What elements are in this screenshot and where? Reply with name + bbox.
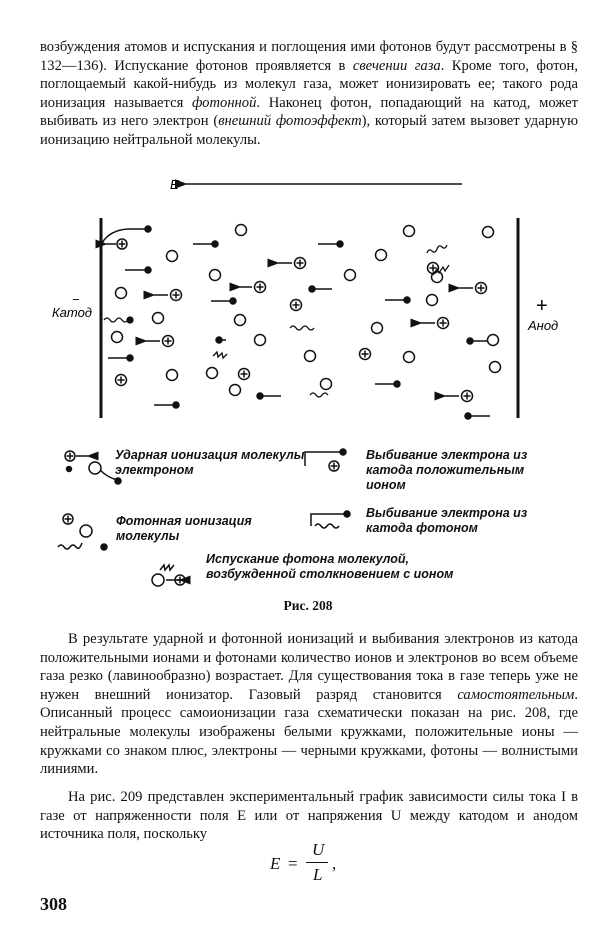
- cathode-sign: −: [72, 292, 80, 307]
- anode-label: Анод: [528, 318, 559, 333]
- legend-impact: Ударная ионизация молекулы электроном: [115, 448, 305, 477]
- cathode-knockout: [102, 226, 151, 249]
- formula-comma: ,: [332, 854, 337, 873]
- legend-photon-ion: Фотонная ионизация молекулы: [116, 514, 252, 543]
- formula: [270, 840, 350, 886]
- cathode-label: Катод: [52, 305, 92, 320]
- formula-lhs: E: [270, 854, 281, 873]
- neutral-molecules: [112, 225, 501, 396]
- legend-knock-ion: Выбивание электрона из катода положительным ионом: [366, 448, 528, 492]
- field-label: E: [170, 177, 179, 192]
- fraction-bar: [306, 862, 328, 863]
- paragraph-self-ionization: В результате ударной и фотонной ионизаций и выбивания электронов из катода положительными ионами и фотонами количество ионов и электронов во всем объеме газа резко (лавинообразно) возрастает. Для существования тока в газе теперь уже не нужен внешний ионизатор. Газовый разряд становится самостоятельным. Описанный процесс самоионизации газа схематически показан на рис. 208, где нейтральные молекулы изображены белыми кружками, положительные ионы — кружками со знаком плюс, электроны — черными кружками, фотоны — волнистыми линиями.: [40, 631, 578, 778]
- page-number: 308: [40, 894, 67, 914]
- legend-knock-photon: Выбивание электрона из катода фотоном: [366, 506, 528, 535]
- photons: [104, 245, 449, 397]
- paragraph-graph-intro: На рис. 209 представлен экспериментальный график зависимости силы тока I в газе от напряженности поля E или от напряжения U между катодом и анодом источника поля, поскольку: [40, 789, 578, 843]
- particles: [112, 225, 501, 402]
- formula-numerator: U: [312, 840, 325, 859]
- formula-eq: =: [288, 854, 298, 873]
- figure-caption: Рис. 208: [283, 598, 333, 613]
- paragraph-intro: возбуждения атомов и испускания и поглощения ими фотонов будут рассмотрены в § 132—136). Испускание фотонов проявляется в свечении газа. Кроме того, фотон, поглощаемый какой-нибудь из молекул газа, может ионизировать ее; такого рода ионизация называется фотонной. Наконец фотон, попадающий на катод, может выбивать из него электрон (внешний фотоэффект), который затем вызовет ударную ионизацию нейтральной молекулы.: [40, 39, 579, 148]
- legend-emission: Испускание фотона молекулой, возбужденной столкновением с ионом: [206, 552, 454, 581]
- anode-sign: +: [536, 295, 548, 317]
- formula-denominator: L: [313, 865, 323, 884]
